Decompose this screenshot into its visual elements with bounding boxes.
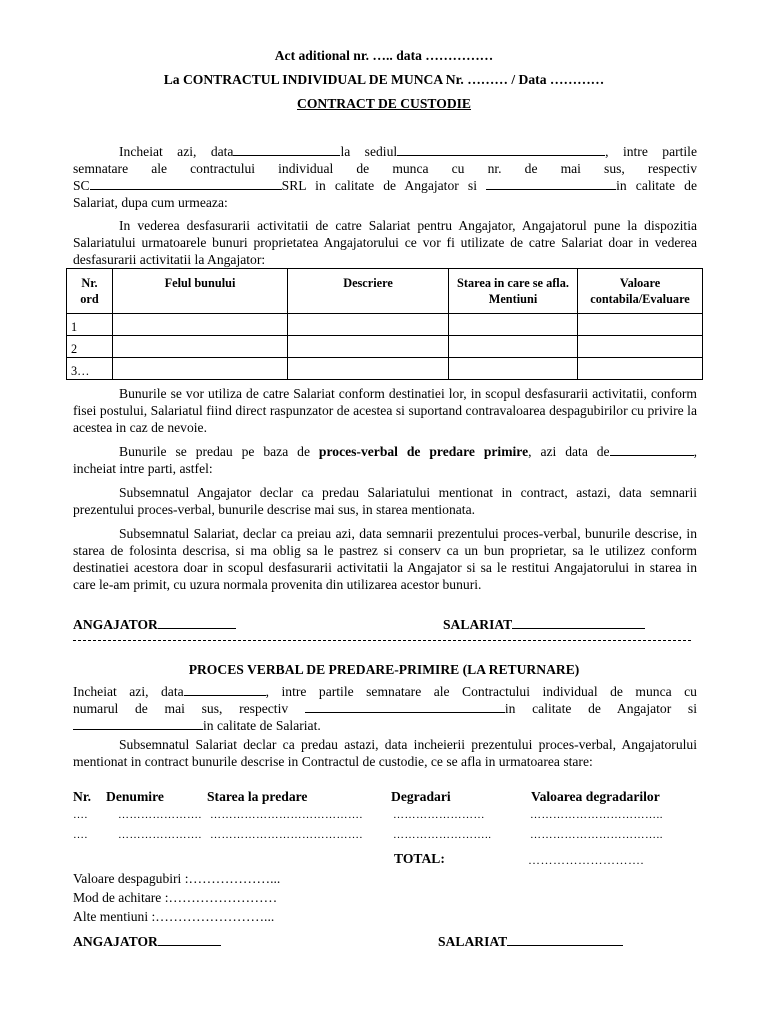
table-row (67, 314, 703, 336)
table-cell[interactable] (288, 358, 449, 380)
return-col-nr: Nr. (73, 789, 92, 804)
return-col-damage: Degradari (391, 789, 451, 804)
return-col-state: Starea la predare (207, 789, 308, 804)
intro-date-label: Incheiat azi, data (119, 144, 234, 159)
handover-document-name: proces-verbal de predare primire (318, 444, 529, 459)
return-employer-signature-field[interactable] (158, 933, 221, 946)
table-cell[interactable] (449, 314, 578, 336)
table-row (67, 336, 703, 358)
handover-paragraph: Bunurile se predau pe baza de proces-verbal de predare primire, azi data de , incheiat intre parti, astfel: (73, 444, 697, 476)
compensation-value: Valoare despagubiri :………………... (73, 871, 281, 886)
contract-reference-line: La CONTRACTUL INDIVIDUAL DE MUNCA Nr. ……… / Data ………… (163, 72, 605, 87)
col-header-type: Felul bunului (113, 269, 288, 314)
table-cell[interactable] (113, 314, 288, 336)
return-date-field[interactable] (184, 683, 266, 696)
goods-intro-paragraph: In vederea desfasurarii activitatii de catre Salariat pentru Angajator, Angajatorul pune la dispozitia Salariatului urmatoarele bunuri proprietatea Angajatorului ce vor fi utilizate de catre Salariat doar in vederea desfasurarii activitatii la Angajator: (73, 218, 697, 267)
employee-signature: SALARIAT (443, 616, 645, 633)
return-row-1-value: …………………………….. (530, 809, 663, 821)
employer-signature: ANGAJATOR (73, 616, 236, 633)
other-mentions: Alte mentiuni :……………………... (73, 909, 275, 924)
table-cell[interactable] (449, 336, 578, 358)
row-number: 2 (67, 336, 113, 358)
employer-declaration: Subsemnatul Angajator declar ca predau Salariatului mentionat in contract, astazi, data semnarii prezentului proces-verbal, bunurile descrise mai sus, in starea mentionata. (73, 485, 697, 517)
return-intro: Incheiat azi, data , intre partile semnatare ale Contractului individual de munca cu numarul de mai sus, respectiv in calitate de Angajator si in calitate de Salariat. (73, 684, 697, 733)
return-declaration: Subsemnatul Salariat declar ca predau astazi, data incheierii prezentului proces-verbal, Angajatorului mentionat in contract bunurile descrise in Contractul de custodie, ce se afla in urmatoarea stare: (73, 737, 697, 769)
col-header-value: Valoare contabila/Evaluare (578, 269, 703, 314)
employee-role-label: in calitate de (616, 178, 697, 193)
return-row-2-nr: …. (73, 829, 88, 841)
table-cell[interactable] (113, 358, 288, 380)
table-cell[interactable] (113, 336, 288, 358)
return-row-2-damage: …………………….. (393, 829, 492, 841)
company-name-field[interactable] (90, 177, 282, 190)
employer-signature-field[interactable] (158, 616, 236, 629)
employee-declaration: Subsemnatul Salariat, declar ca preiau azi, data semnarii prezentului proces-verbal, bunurile descrise, in starea de folosinta descrisa, si ma oblig sa le pastrez si conserv ca un bun proprietar, sa le utilizez conform destinatiei acestora doar in scopul desfasurarii activitatii la Angajator si sa le restitui Angajatorului in starea in care le-am primit, cu uzura normala provenita din utilizarea acestor bunuri. (73, 526, 697, 592)
return-employee-field[interactable] (73, 717, 203, 730)
return-row-2-state: …………………………………. (210, 829, 363, 841)
return-employer-signature: ANGAJATOR (73, 933, 221, 950)
return-section-title: PROCES VERBAL DE PREDARE-PRIMIRE (LA RETURNARE) (188, 662, 580, 677)
usage-paragraph: Bunurile se vor utiliza de catre Salariat conform destinatiei lor, in scopul desfasurarii activitatii, conform fisei postului, Salariatul fiind direct raspunzator de acestea si suportand contravaloarea despagubirilor cu privire la acestea in caz de nevoie. (73, 386, 697, 435)
return-col-damage-value: Valoarea degradarilor (531, 789, 660, 804)
return-row-1-name: …………………. (118, 809, 202, 821)
intro-line-2: semnatare ale contractului individual de munca cu nr. de mai sus, respectiv (73, 161, 697, 176)
return-employee-signature-field[interactable] (507, 933, 623, 946)
company-prefix: SC (73, 178, 90, 193)
table-row (67, 358, 703, 380)
return-row-2-name: …………………. (118, 829, 202, 841)
table-cell[interactable] (288, 336, 449, 358)
handover-date-field[interactable] (610, 443, 694, 456)
intro-location-field[interactable] (397, 143, 605, 156)
return-row-1-damage: …………………… (393, 809, 485, 821)
total-label: TOTAL: (394, 851, 445, 866)
col-header-description: Descriere (288, 269, 449, 314)
table-cell[interactable] (578, 358, 703, 380)
employee-name-field[interactable] (486, 177, 616, 190)
table-cell[interactable] (449, 358, 578, 380)
return-employee-signature: SALARIAT (438, 933, 623, 950)
total-value: ………………………. (528, 853, 644, 867)
return-row-2-value: …………………………….. (530, 829, 663, 841)
intro-line-4: Salariat, dupa cum urmeaza: (73, 195, 228, 210)
return-row-1-nr: …. (73, 809, 88, 821)
intro-date-field[interactable] (233, 143, 340, 156)
employer-role-label: SRL in calitate de Angajator si (281, 178, 477, 193)
intro-paragraph (73, 143, 697, 211)
goods-table (66, 268, 703, 380)
row-number: 1 (67, 314, 113, 336)
section-divider (73, 640, 691, 641)
intro-parties-text: , intre partile (605, 144, 697, 159)
row-number: 3… (67, 358, 113, 380)
col-header-condition: Starea in care se afla. Mentiuni (449, 269, 578, 314)
return-col-name: Denumire (106, 789, 164, 804)
return-row-1-state: …………………………………. (210, 809, 363, 821)
table-cell[interactable] (578, 336, 703, 358)
employee-signature-field[interactable] (512, 616, 645, 629)
document-title: CONTRACT DE CUSTODIE (297, 96, 471, 111)
table-cell[interactable] (288, 314, 449, 336)
addendum-line: Act aditional nr. ….. data …………… (274, 48, 494, 63)
intro-location-label: la sediul (340, 144, 398, 159)
col-header-nr: Nr. ord (67, 269, 113, 314)
table-cell[interactable] (578, 314, 703, 336)
return-employer-field[interactable] (305, 700, 505, 713)
payment-method: Mod de achitare :…………………… (73, 890, 278, 905)
